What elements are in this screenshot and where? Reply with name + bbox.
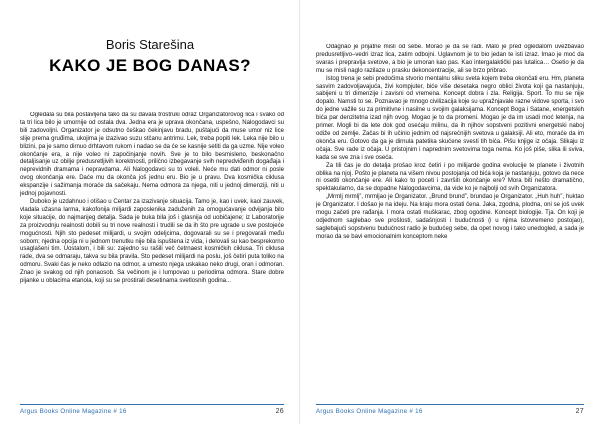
magazine-label: Argus Books Online Magazine # 16 (20, 408, 127, 415)
left-page-footer (20, 404, 284, 415)
paragraph: Duboko je uzdahnuo i otišao u Centar za izazivanje situacija. Tamo je, kao i uvek, kaoi zauvek, vladala užasna larma, kakofonija miljardi zaposlenika zaduženih za omogućavanje odvijanja bilo koje situacije, do najmanjeg detalja. Sada je buka bila još i glasnija od uobičajene; iz Laboratorije za proizvodnju realnosti dobili su tri nove realnosti i trudili se da ih što pre ugrade u sve postojeće mogućnosti. Njih sto pedeset milijardi, u svojim odeljcima, dogovarali su se i pregovarali među sobom; njedna opcija ni u jednom trenutku nije bila ispuštena iz vida, i delovali su kao besprekorno usaglašeni tim. Uostalom, i bili su: zajedno su rašili več četrnaest kosmičkih ciklusa. Tri ciklusa rade, dva se odmaraju, takva su bila pravila. Sto pedeset milijardi na poslu, još četiri puta toliko na odmoru. Svaki čas je neko odlazio na odmor, a umesto njega uskakao neko drugi, oran i odmoran. Znao je svakog od njih ponaosob. Sa večinom je i lumpovao u periodima odmora. Stare dobre pijanke u oblacima etanola, koji su se prostirali desetinama svetlosnih godina... (20, 198, 284, 285)
left-page-body (20, 112, 284, 397)
paragraph: Odagnao je prijatne misli od sebe. Morao je da se radi. Malo je pred ogledalom uvežbavao predusretljivo–vedri izraz lica, zatim odbojni. Uglavnom je to bio jedan te isti izraz. Imao je moć da svaras i prepravlja svetove, a bio je umoran kao pas. Kao intergalaktički pas lutalica… Osetio je da mu se misli naglo razilaze u prasku dekoncentracije, ali se brzo pribrao. (316, 44, 584, 74)
right-page-footer (316, 404, 584, 415)
book-spine (299, 0, 300, 424)
author-name: Boris Starešina (105, 37, 195, 52)
page-number: 26 (275, 408, 284, 415)
magazine-label: Argus Books Online Magazine # 16 (316, 408, 423, 415)
paragraph: Istog trena je sebi predočima stvorio mentalnu sliku sveta kojem treba okončati eru. Hm, planeta sasvim zadovoljavajuća, živi kompjuter, biće više desetaka negro oblici života koji ga nastanjuju, sabijeni u tri dimenzije i zavisni od vremena. Koncept dobra i zla. Religija. Sport. To mu se nije dopalo. Namsti to se. Poznavao je mnogo civilizacija koje su upražnjavale razne vidove sporta, i svo do jedne važile su za primitivne i nasilne u svojim galaksijama. Koncept Boga i Satane, energetskih bića par denzitetna izad njih ovog. Mogao je to da promeni. Mogao je da im usadi moć letenja, na primer. Mogli bi da lete dok god osećaju milinu, da ih njihov sopstveni pozitivni energetski naboj odiže od zemlje. Začas bi ih učinio jednim od najsrećnijih svetova u galaksiji. Ali eto, moraće da im okonča eru. Gotovo da ga je dirnula patetika skučene svesti tih bića. Pišu knjige iz očaja. Slikaju iz očaja. Sve rade iz očaja. U pristojnim i naprednim svetovima toga nema. Ko još piše, slika ili sviva, kada se sve zna i sve oseća. (316, 75, 584, 161)
story-title: KAKO JE BOG DANAS? (49, 56, 251, 75)
right-page (312, 0, 588, 424)
left-page (12, 0, 288, 424)
page-number: 27 (575, 408, 584, 415)
right-page-body (316, 44, 584, 398)
paragraph: „Mrmlj mrmlj”, mrmljao je Organizator. „Brund brund”, brundao je Organizator. „Huh huh”, huktao je Organizator. I došao je na ideju. Na kraju mora ostati čena. Jaka, zgodna, plodna, oni se još uvek mogu začeti pre rađanja. I mora ostati muškarac, zbog ogodine. Koncept biologije. Tja. On koji je odjednom saglebao sve prošlosti, sadašnjosti i budućnosti (i u njima istovremeno postojao), saglebajući sopstvenu budućnost radio je budućeg sebe, da opet novog i tako unedogled, a sada je morao da se bavi emocionalnim konceptom neke (316, 194, 584, 240)
paragraph: Za tili čas je do detalja prošao kroz četiri i po milijarde godina evolucije te planete i životnih oblika na njoj. Pošto je planeta na višem nivou postojanja od bića koja je nastanjuju, gotovo da nece ni osetiti okončanje ere. Ali kako to poceti i završiti okončanje ere? Mora biti nešto dramatično, spektakularno, da se dopadne Nalogodavcima, da vide ko je najbolji od svih Organizatora. (316, 162, 584, 193)
paragraph: Ogledala su bila postavljena tako da su davala trostruki odraz Organizatorovog lica i svako od ta tri lica bilo je umornije od ostala dva. Jedna era je uprava okončana, uspešno, Nalogodavci su bili zadovoljni. Organizator je odsutno češkao čekinjavu bradu, puštajući da muse umor niz lice slije prema gruđima, ukojima je izazivao suzu stčanu antrimu. Lek, treba popiti lek. Leka nije bilo u blizini, pa je samo dirnuo drhtavom rukom i nadao se da će se kasnije setiti da ga uzme. Nije voleo okončanje era, a nije voleo ni započinjanje novih. Sve je to bilo besmisleno, beskonačno detaljisanje uz obilje predusretljivih korektnosti, prilično izbegavanje svih nepredviđenih događaja i neprevidnih dramama i nepravdama. Ali Nalogodavci su to voleli. Neće mu dati odmor ni posle ovog okončanja ere. Daće mu da okonča još jednu eru. Bio je u pravu. Dva kosmička ciklusa ekspanzije i sažimanja moraće da sačekaju. Nema odmora za njega, niti u jednoj dimenziji, niti u jednoj pojavnosti. (20, 112, 284, 198)
